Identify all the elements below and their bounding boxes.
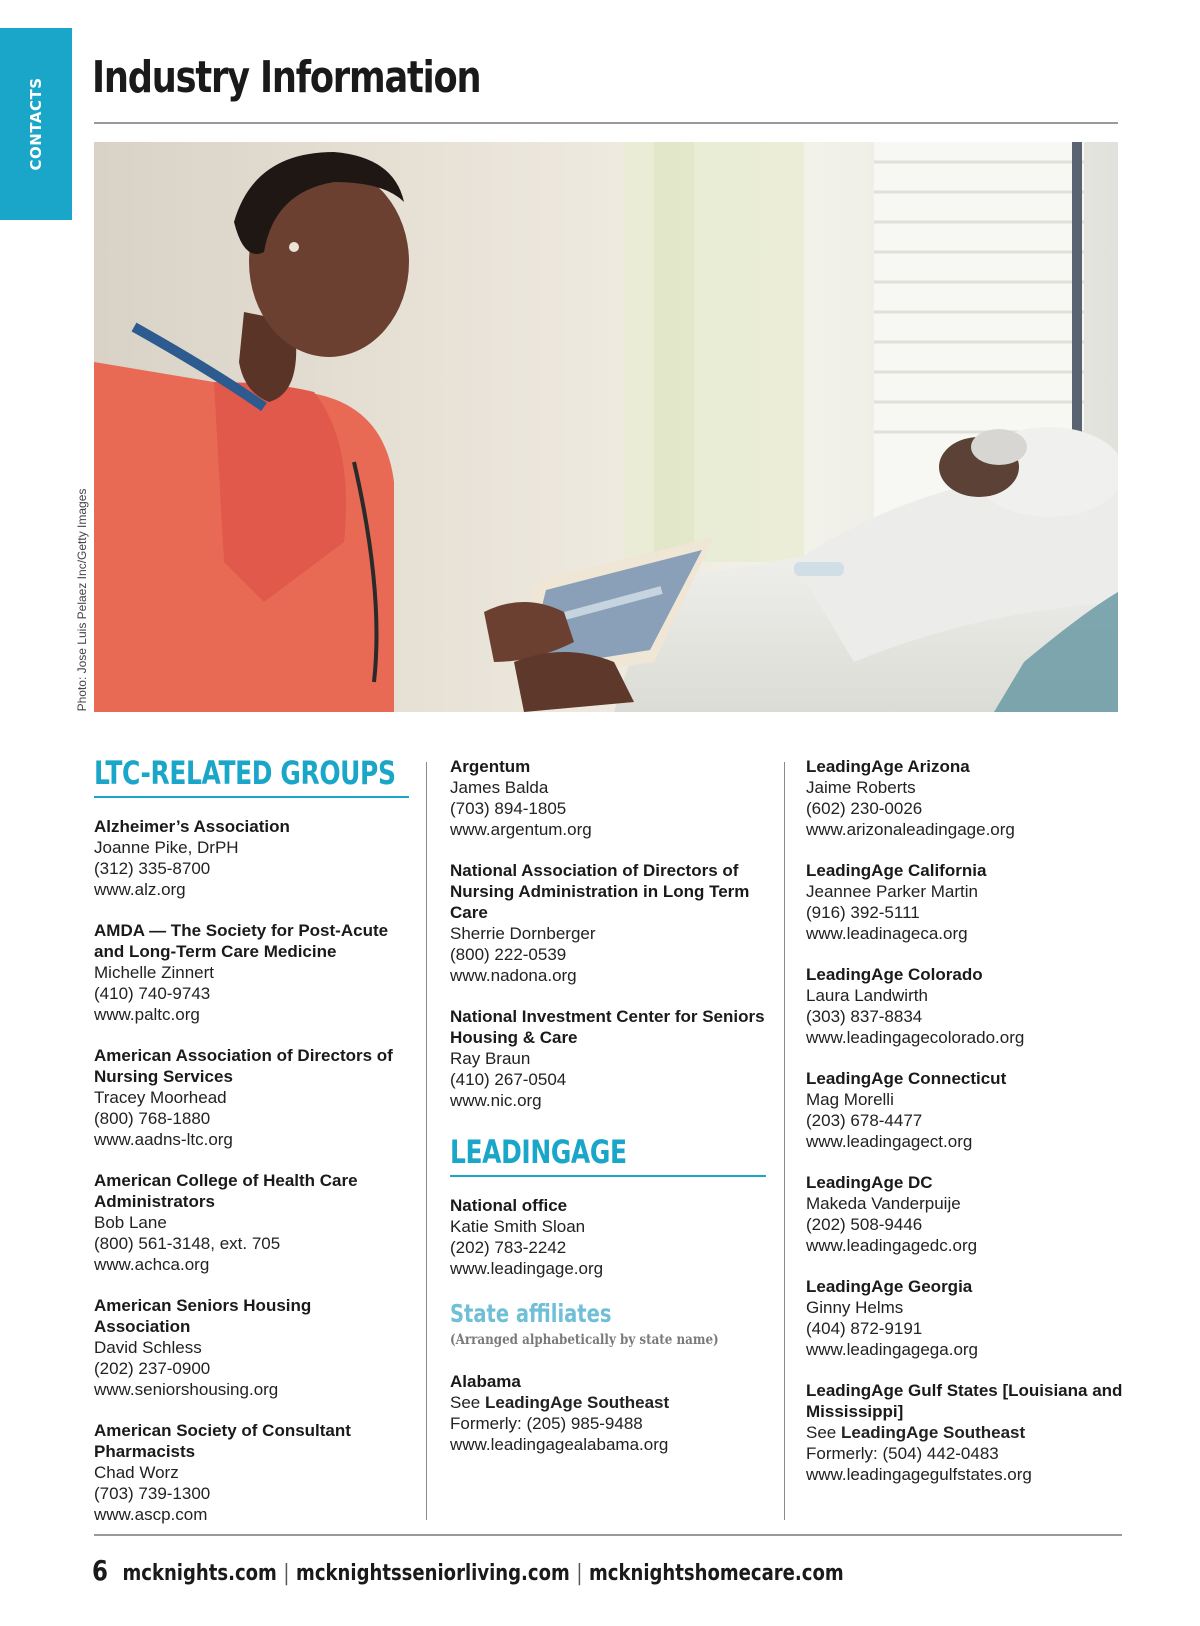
org-name: LeadingAge Connecticut bbox=[806, 1069, 1007, 1088]
see-prefix: See bbox=[806, 1423, 841, 1442]
column-divider bbox=[784, 762, 785, 1520]
contact-person: James Balda bbox=[450, 778, 549, 797]
website-link[interactable]: www.nic.org bbox=[450, 1091, 542, 1110]
org-name: National office bbox=[450, 1196, 568, 1215]
org-name: National Investment Center for Seniors Housing & Care bbox=[450, 1007, 765, 1047]
leadingage-section-header bbox=[450, 1133, 766, 1177]
org-name: AMDA — The Society for Post-Acute and Long-Term Care Medicine bbox=[94, 921, 389, 961]
website-link[interactable]: www.leadinageca.org bbox=[806, 924, 968, 943]
org-name: American Association of Directors of Nursing Services bbox=[94, 1046, 393, 1086]
org-name: American College of Health Care Administrators bbox=[94, 1171, 358, 1211]
org-name: LeadingAge California bbox=[806, 861, 987, 880]
phone-number: (202) 783-2242 bbox=[450, 1238, 567, 1257]
phone-number: (800) 222-0539 bbox=[450, 945, 567, 964]
contact-person: Makeda Vanderpuije bbox=[806, 1194, 961, 1213]
ltc-heading-rule bbox=[94, 796, 409, 798]
website-link[interactable]: www.leadingagect.org bbox=[806, 1132, 973, 1151]
former-phone: Formerly: (205) 985-9488 bbox=[450, 1414, 643, 1433]
contact-entry bbox=[94, 816, 409, 900]
footer-link[interactable]: mcknightshomecare.com bbox=[588, 1561, 844, 1586]
contact-person: Tracey Moorhead bbox=[94, 1088, 227, 1107]
org-name: LeadingAge Gulf States [Louisiana and Mississippi] bbox=[806, 1381, 1123, 1421]
contact-entry bbox=[806, 1068, 1126, 1152]
website-link[interactable]: www.leadingagealabama.org bbox=[450, 1435, 669, 1454]
contact-person: David Schless bbox=[94, 1338, 202, 1357]
contact-person: Jeannee Parker Martin bbox=[806, 882, 978, 901]
contact-person: Joanne Pike, DrPH bbox=[94, 838, 239, 857]
see-target: LeadingAge Southeast bbox=[840, 1423, 1026, 1442]
page-title: Industry Information bbox=[92, 52, 481, 103]
website-link[interactable]: www.achca.org bbox=[94, 1255, 210, 1274]
phone-number: (404) 872-9191 bbox=[806, 1319, 923, 1338]
leadingage-heading: LEADINGAGE bbox=[450, 1133, 627, 1171]
org-name: Alzheimer’s Association bbox=[94, 817, 290, 836]
footer-divider bbox=[94, 1534, 1122, 1536]
org-name: American Seniors Housing Association bbox=[94, 1296, 312, 1336]
contact-entry bbox=[806, 860, 1126, 944]
website-link[interactable]: www.leadingagega.org bbox=[806, 1340, 979, 1359]
contact-entry bbox=[94, 920, 409, 1025]
contact-entry bbox=[94, 1045, 409, 1150]
hero-photo bbox=[94, 142, 1118, 712]
contact-entry bbox=[450, 756, 766, 840]
org-name: National Association of Directors of Nursing Administration in Long Term Care bbox=[450, 861, 750, 922]
column-middle bbox=[450, 756, 766, 1475]
contact-entry bbox=[806, 964, 1126, 1048]
website-link[interactable]: www.leadingagegulfstates.org bbox=[806, 1465, 1032, 1484]
contact-person: Mag Morelli bbox=[806, 1090, 894, 1109]
contact-entry bbox=[806, 1380, 1126, 1485]
website-link[interactable]: www.paltc.org bbox=[94, 1005, 200, 1024]
website-link[interactable]: www.ascp.com bbox=[94, 1505, 208, 1524]
contact-entry bbox=[450, 860, 766, 986]
website-link[interactable]: www.aadns-ltc.org bbox=[94, 1130, 233, 1149]
phone-number: (203) 678-4477 bbox=[806, 1111, 923, 1130]
footer-separator: | bbox=[576, 1561, 583, 1586]
website-link[interactable]: www.alz.org bbox=[94, 880, 186, 899]
website-link[interactable]: www.argentum.org bbox=[450, 820, 592, 839]
phone-number: (202) 508-9446 bbox=[806, 1215, 923, 1234]
contact-entry bbox=[94, 1170, 409, 1275]
contacts-side-tab bbox=[0, 28, 72, 220]
website-link[interactable]: www.arizonaleadingage.org bbox=[806, 820, 1015, 839]
page-number: 6 bbox=[92, 1554, 108, 1587]
contact-person: Jaime Roberts bbox=[806, 778, 916, 797]
contact-entry bbox=[94, 1420, 409, 1525]
contact-entry bbox=[450, 1371, 766, 1455]
see-target: LeadingAge Southeast bbox=[484, 1393, 670, 1412]
state-affiliates-note: (Arranged alphabetically by state name) bbox=[450, 1332, 719, 1348]
nurse-patient-illustration bbox=[94, 142, 1118, 712]
ltc-section-header bbox=[94, 754, 409, 798]
phone-number: (916) 392-5111 bbox=[806, 903, 920, 922]
phone-number: (800) 561-3148, ext. 705 bbox=[94, 1234, 281, 1253]
org-name: American Society of Consultant Pharmacists bbox=[94, 1421, 351, 1461]
website-link[interactable]: www.nadona.org bbox=[450, 966, 577, 985]
contact-entry bbox=[806, 1276, 1126, 1360]
contact-person: Michelle Zinnert bbox=[94, 963, 214, 982]
contact-person: Bob Lane bbox=[94, 1213, 167, 1232]
contact-entry bbox=[450, 1195, 766, 1279]
ltc-heading: LTC-RELATED GROUPS bbox=[94, 754, 396, 792]
phone-number: (312) 335-8700 bbox=[94, 859, 211, 878]
see-reference bbox=[806, 1422, 1126, 1443]
former-phone: Formerly: (504) 442-0483 bbox=[806, 1444, 999, 1463]
page-footer bbox=[92, 1554, 844, 1587]
org-name: LeadingAge Arizona bbox=[806, 757, 970, 776]
phone-number: (303) 837-8834 bbox=[806, 1007, 923, 1026]
website-link[interactable]: www.seniorshousing.org bbox=[94, 1380, 279, 1399]
leadingage-heading-rule bbox=[450, 1175, 766, 1177]
org-name: LeadingAge Colorado bbox=[806, 965, 983, 984]
website-link[interactable]: www.leadingagedc.org bbox=[806, 1236, 978, 1255]
phone-number: (410) 267-0504 bbox=[450, 1070, 567, 1089]
title-divider bbox=[94, 122, 1118, 124]
footer-link[interactable]: mcknightsseniorliving.com bbox=[296, 1561, 570, 1586]
phone-number: (703) 739-1300 bbox=[94, 1484, 211, 1503]
contact-entry bbox=[94, 1295, 409, 1400]
see-reference bbox=[450, 1392, 766, 1413]
contact-entry bbox=[806, 756, 1126, 840]
side-tab-label: CONTACTS bbox=[27, 77, 45, 171]
contact-entry bbox=[806, 1172, 1126, 1256]
contact-person: Katie Smith Sloan bbox=[450, 1217, 586, 1236]
contact-person: Ginny Helms bbox=[806, 1298, 904, 1317]
org-name: LeadingAge Georgia bbox=[806, 1277, 973, 1296]
phone-number: (800) 768-1880 bbox=[94, 1109, 211, 1128]
contact-person: Chad Worz bbox=[94, 1463, 179, 1482]
org-name: Alabama bbox=[450, 1372, 521, 1391]
see-prefix: See bbox=[450, 1393, 485, 1412]
phone-number: (602) 230-0026 bbox=[806, 799, 923, 818]
contact-person: Laura Landwirth bbox=[806, 986, 928, 1005]
contact-person: Ray Braun bbox=[450, 1049, 531, 1068]
state-affiliates-heading: State affiliates bbox=[450, 1299, 612, 1328]
phone-number: (703) 894-1805 bbox=[450, 799, 567, 818]
website-link[interactable]: www.leadingagecolorado.org bbox=[806, 1028, 1025, 1047]
contact-person: Sherrie Dornberger bbox=[450, 924, 596, 943]
org-name: Argentum bbox=[450, 757, 531, 776]
column-ltc-groups bbox=[94, 756, 409, 1545]
footer-separator: | bbox=[283, 1561, 290, 1586]
column-leadingage-states bbox=[806, 756, 1126, 1505]
photo-credit: Photo: Jose Luis Pelaez Inc/Getty Images bbox=[75, 488, 89, 712]
contact-entry bbox=[450, 1006, 766, 1111]
website-link[interactable]: www.leadingage.org bbox=[450, 1259, 604, 1278]
footer-link[interactable]: mcknights.com bbox=[122, 1561, 277, 1586]
org-name: LeadingAge DC bbox=[806, 1173, 933, 1192]
phone-number: (410) 740-9743 bbox=[94, 984, 211, 1003]
column-divider bbox=[426, 762, 427, 1520]
phone-number: (202) 237-0900 bbox=[94, 1359, 211, 1378]
